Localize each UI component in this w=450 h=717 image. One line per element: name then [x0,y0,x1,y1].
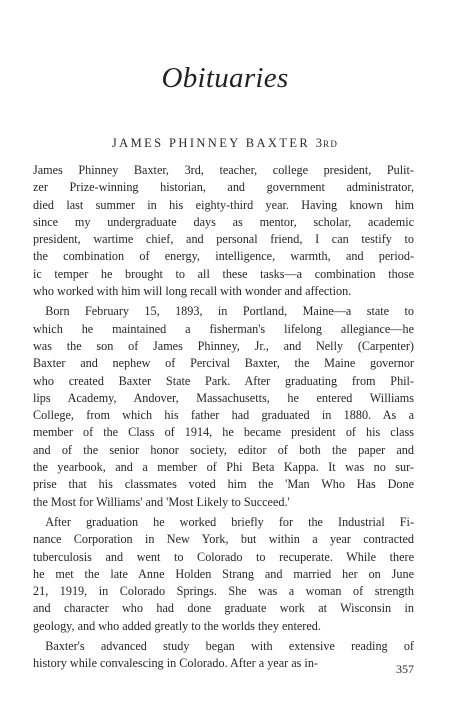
text-line: Baxter and nephew of Percival Baxter, the Maine governor [33,356,414,371]
text-line: tuberculosis and went to Colorado to recuperate. While there [33,549,414,564]
obituary-body [33,162,414,673]
text-line: James Phinney Baxter, 3rd, teacher, college president, Pulit- [33,163,414,177]
text-line: was the son of James Phinney, Jr., and Nelly (Carpenter) [33,338,414,353]
body-paragraph [33,303,414,511]
obituary-subject-heading [0,136,450,151]
text-line: prise that his classmates voted him the 'Man Who Has Done [33,477,414,492]
text-line: president, wartime chief, and personal friend, I can testify to [33,232,414,247]
text-line: Baxter's advanced study began with extensive reading of [33,639,414,654]
text-line: member of the Class of 1914, he became president of his class [33,425,414,440]
text-line: geology, and who added greatly to the worlds they entered. [33,618,321,633]
text-line: which he maintained a fisherman's lifelong allegiance—he [33,321,414,336]
body-paragraph [33,638,414,673]
text-line: lips Academy, Andover, Massachusetts, he entered Williams [33,390,414,405]
body-paragraph [33,162,414,300]
text-line: College, from which his father had graduated in 1880. As a [33,408,414,423]
text-line: history while convalescing in Colorado. After a year as in- [33,656,318,671]
text-line: died last summer in his eighty-third year. Having known him [33,197,414,212]
text-line: and of the senior honor society, editor of both the paper and [33,442,414,457]
text-line: nance Corporation in New York, but within a year contracted [33,532,414,547]
text-line: the combination of energy, intelligence, warmth, and period- [33,249,414,264]
page-number: 357 [396,662,414,676]
subject-name: JAMES PHINNEY BAXTER [111,136,311,150]
text-line: the yearbook, and a member of Phi Beta Kappa. It was no sur- [33,460,414,475]
text-line: Born February 15, 1893, in Portland, Maine—a state to [33,304,414,319]
text-line: and character who had done graduate work at Wisconsin in [33,601,414,616]
text-line: zer Prize-winning historian, and government administrator, [33,180,414,195]
text-line: who worked with him will long recall with wonder and affection. [33,284,352,299]
text-line: he met the late Anne Holden Strang and married her on June [33,566,414,581]
text-line: 21, 1919, in Colorado Springs. She was a woman of strength [33,584,414,599]
text-line: the Most for Williams' and 'Most Likely to Succeed.' [33,494,290,509]
text-line: ic temper he brought to all these tasks—a combination those [33,266,414,281]
section-title: Obituaries [161,62,289,94]
text-line: since my undergraduate days as mentor, scholar, academic [33,214,414,229]
text-line: After graduation he worked briefly for the Industrial Fi- [33,514,414,529]
body-paragraph [33,514,414,635]
text-line: who created Baxter State Park. After graduating from Phil- [33,373,414,388]
subject-name-suffix: 3rd [315,136,339,150]
